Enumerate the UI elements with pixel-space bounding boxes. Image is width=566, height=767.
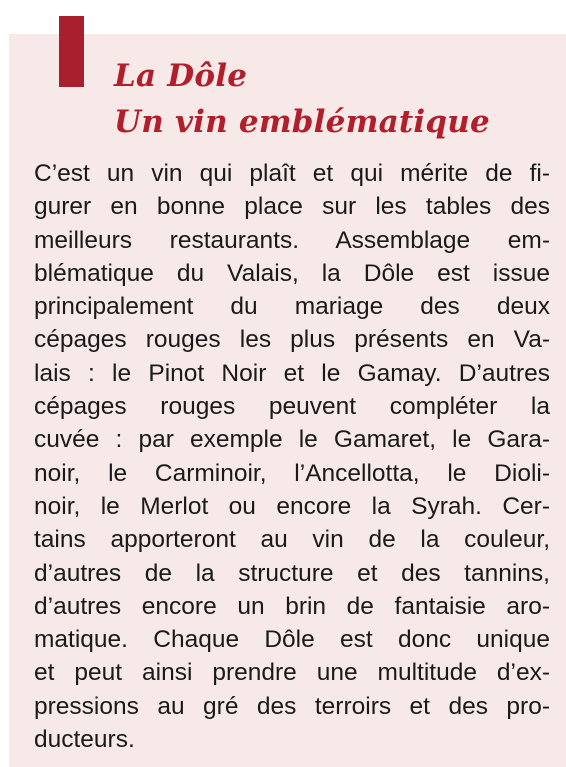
body-line: cépages rouges les plus présents en Va- bbox=[34, 326, 550, 354]
body-line: matique. Chaque Dôle est donc unique bbox=[34, 626, 550, 654]
body-line: principalement du mariage des deux bbox=[34, 293, 550, 321]
body-line: d’autres de la structure et des tannins, bbox=[34, 559, 550, 587]
body-line: cuvée : par exemple le Gamaret, le Gara- bbox=[34, 426, 550, 454]
title-line-1: La Dôle bbox=[114, 58, 248, 94]
title-line-2: Un vin emblématique bbox=[114, 104, 490, 140]
accent-bar bbox=[59, 16, 84, 87]
body-line: cépages rouges peuvent compléter la bbox=[34, 393, 550, 421]
body-line: C’est un vin qui plaît et qui mérite de fi- bbox=[34, 160, 550, 187]
body-line: noir, le Merlot ou encore la Syrah. Cer- bbox=[34, 492, 550, 520]
body-line: d’autres encore un brin de fantaisie aro- bbox=[34, 592, 550, 620]
article-title bbox=[114, 53, 490, 145]
body-line: pressions au gré des terroirs et des pro- bbox=[34, 692, 550, 720]
body-line: blématique du Valais, la Dôle est issue bbox=[34, 259, 550, 287]
article-body bbox=[34, 157, 550, 756]
body-line: gurer en bonne place sur les tables des bbox=[34, 193, 550, 221]
body-line: lais : le Pinot Noir et le Gamay. D’autres bbox=[34, 359, 550, 387]
body-line: noir, le Carminoir, l’Ancellotta, le Dioli- bbox=[34, 459, 550, 487]
body-line: tains apporteront au vin de la couleur, bbox=[34, 526, 550, 554]
body-line: et peut ainsi prendre une multitude d’ex- bbox=[34, 659, 550, 687]
body-line: meilleurs restaurants. Assemblage em- bbox=[34, 226, 550, 254]
body-line: ducteurs. bbox=[34, 726, 135, 754]
